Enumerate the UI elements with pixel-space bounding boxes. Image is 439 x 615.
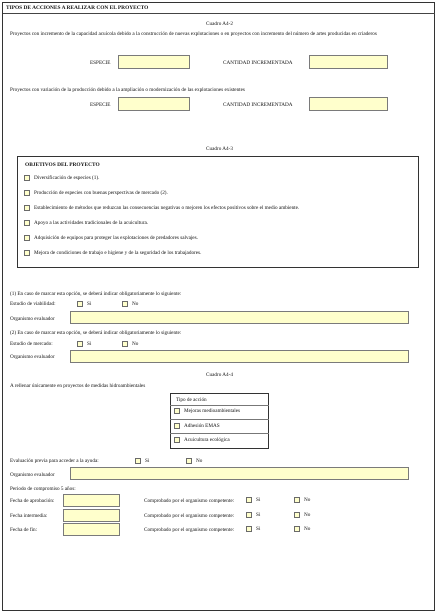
comprobado-label-3: Comprobado por el organismo competente:: [144, 527, 235, 533]
comprobado-si-label-2: Si: [256, 512, 261, 518]
comprobado-no-label-1: No: [304, 497, 311, 503]
organismo-label-1: Organismo evaluador: [10, 316, 55, 322]
note-2: (2) En caso de marcar esta opción, se deberá indicar obligatoriamente lo siguiente:: [10, 330, 182, 336]
a42-paragraph-1: Proyectos con incremento de la capacidad acuícola debido a la construcción de nuevas explotaciones o en proyectos con incremento del número de artes producidas en criaderos: [10, 31, 377, 37]
comprobado-no-label-2: No: [304, 512, 311, 518]
estudio-mercado-label: Estudio de mercado:: [10, 341, 53, 347]
especie-label-1: ESPECIE: [90, 60, 111, 66]
mercado-si-checkbox[interactable]: [77, 341, 83, 347]
form-title: TIPOS DE ACCIONES A REALIZAR CON EL PROYECTO: [6, 5, 149, 11]
fecha-aprobacion-field[interactable]: [63, 494, 120, 507]
accion-label-2: Adhesión EMAS: [184, 423, 220, 429]
viabilidad-no-label: No: [132, 301, 139, 307]
objetivo-label-6: Mejora de condiciones de trabajo e higiene y de la seguridad de los trabajadores.: [34, 250, 202, 256]
objetivo-label-1: Diversificación de especies (1).: [34, 175, 100, 181]
especie-field-2[interactable]: [118, 97, 190, 111]
fecha-fin-field[interactable]: [63, 523, 120, 536]
cantidad-field-1[interactable]: [309, 55, 388, 69]
fecha-intermedia-field[interactable]: [63, 509, 120, 522]
a42-paragraph-2: Proyectos con variación de la producción debido a la ampliación o modernización de las explotaciones existentes: [10, 87, 245, 93]
accion-checkbox-3[interactable]: [174, 437, 180, 443]
mercado-no-label: No: [132, 341, 139, 347]
cuadro-a43-heading: Cuadro A4-3: [206, 146, 233, 152]
organismo-field-2[interactable]: [70, 350, 409, 363]
tipo-accion-title: Tipo de acción: [176, 397, 207, 403]
tipo-accion-divider-1: [170, 405, 269, 406]
viabilidad-si-label: Si: [87, 301, 92, 307]
comprobado-si-label-1: Si: [256, 497, 261, 503]
comprobado-si-checkbox-3[interactable]: [246, 526, 252, 532]
evaluacion-si-label: Si: [145, 458, 150, 464]
title-divider: [3, 13, 435, 14]
accion-checkbox-2[interactable]: [174, 423, 180, 429]
periodo-label: Periodo de compromiso 5 años:: [10, 486, 76, 492]
evaluacion-label: Evaluación previa para acceder a la ayuda:: [10, 458, 99, 464]
cantidad-label-1: CANTIDAD INCREMENTADA: [223, 60, 293, 66]
especie-field-1[interactable]: [118, 55, 190, 69]
accion-label-3: Acuicultura ecológica: [184, 437, 230, 443]
organismo-label-3: Organismo evaluador: [10, 472, 55, 478]
estudio-viabilidad-label: Estudio de viabilidad:: [10, 301, 56, 307]
objetivo-checkbox-6[interactable]: [24, 250, 30, 256]
viabilidad-no-checkbox[interactable]: [122, 301, 128, 307]
objetivo-checkbox-2[interactable]: [24, 190, 30, 196]
objetivo-label-5: Adquisición de equipos para proteger las explotaciones de predadores salvajes.: [34, 235, 198, 241]
accion-checkbox-1[interactable]: [174, 408, 180, 414]
objetivo-label-2: Producción de especies con buenas perspectivas de mercado (2).: [34, 190, 168, 196]
comprobado-no-checkbox-2[interactable]: [294, 512, 300, 518]
objetivo-checkbox-5[interactable]: [24, 235, 30, 241]
objetivo-label-4: Apoyo a las actividades tradicionales de la acuicultura.: [34, 220, 149, 226]
evaluacion-si-checkbox[interactable]: [135, 458, 141, 464]
organismo-label-2: Organismo evaluador: [10, 354, 55, 360]
organismo-field-3[interactable]: [70, 467, 409, 480]
comprobado-no-checkbox-1[interactable]: [294, 497, 300, 503]
comprobado-no-checkbox-3[interactable]: [294, 526, 300, 532]
comprobado-label-1: Comprobado por el organismo competente:: [144, 498, 235, 504]
note-1: (1) En caso de marcar esta opción, se deberá indicar obligatoriamente lo siguiente:: [10, 291, 182, 297]
comprobado-label-2: Comprobado por el organismo competente:: [144, 513, 235, 519]
objetivo-checkbox-4[interactable]: [24, 220, 30, 226]
accion-label-1: Mejoras medioambientales: [184, 408, 241, 414]
tipo-accion-divider-2: [170, 419, 269, 420]
organismo-field-1[interactable]: [70, 311, 409, 324]
objetivos-title: OBJETIVOS DEL PROYECTO: [25, 162, 100, 168]
mercado-si-label: Si: [87, 341, 92, 347]
viabilidad-si-checkbox[interactable]: [77, 301, 83, 307]
cantidad-label-2: CANTIDAD INCREMENTADA: [223, 102, 293, 108]
evaluacion-no-checkbox[interactable]: [186, 458, 192, 464]
a44-intro: A rellenar únicamente en proyectos de medidas hidroambientales: [10, 383, 146, 389]
fecha-label-2: Fecha intermedia:: [10, 513, 48, 519]
cantidad-field-2[interactable]: [309, 97, 388, 111]
objetivo-label-3: Establecimiento de métodos que reduzcan las consecuencias negativas o mejoren los efectos positivos sobre el medio ambiente.: [34, 205, 300, 211]
comprobado-si-label-3: Si: [256, 526, 261, 532]
fecha-label-3: Fecha de fin:: [10, 527, 38, 533]
comprobado-si-checkbox-2[interactable]: [246, 512, 252, 518]
fecha-label-1: Fecha de aprobación:: [10, 498, 55, 504]
comprobado-si-checkbox-1[interactable]: [246, 497, 252, 503]
objetivo-checkbox-1[interactable]: [24, 175, 30, 181]
cuadro-a44-heading: Cuadro A4-4: [206, 372, 233, 378]
comprobado-no-label-3: No: [304, 526, 311, 532]
objetivo-checkbox-3[interactable]: [24, 205, 30, 211]
evaluacion-no-label: No: [196, 458, 203, 464]
tipo-accion-divider-3: [170, 433, 269, 434]
mercado-no-checkbox[interactable]: [122, 341, 128, 347]
especie-label-2: ESPECIE: [90, 102, 111, 108]
cuadro-a42-heading: Cuadro A4-2: [206, 21, 233, 27]
